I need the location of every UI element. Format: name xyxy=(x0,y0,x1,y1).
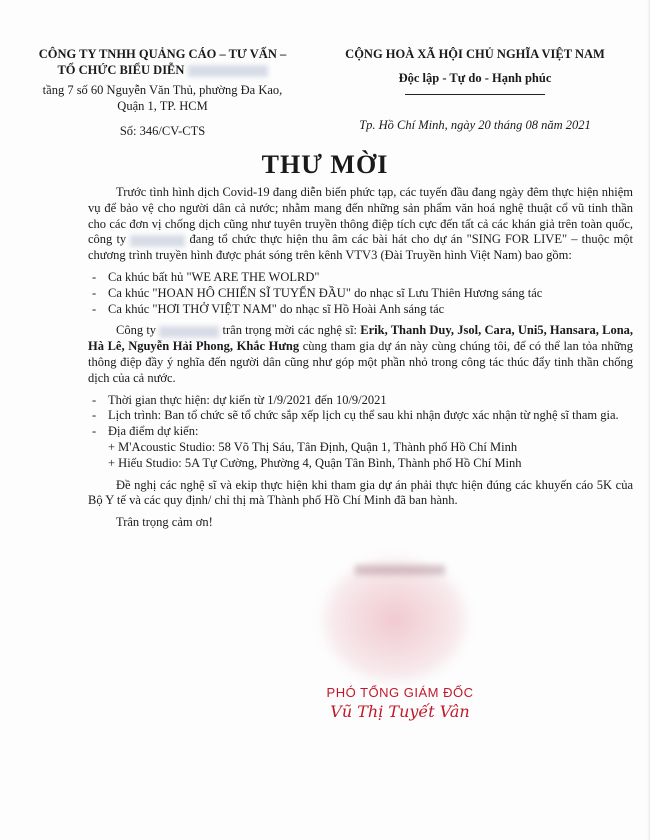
redacted-company-name xyxy=(130,235,185,247)
seal-text-blurred xyxy=(355,565,445,575)
detail-schedule: - Lịch trình: Ban tổ chức sẽ tổ chức sắp xếp lịch cụ thể sau khi nhận được xác nhận từ nghệ sĩ tham gia. xyxy=(88,408,633,424)
redacted-company-name xyxy=(188,65,268,77)
location-item: + Hiếu Studio: 5A Tự Cường, Phường 4, Quận Tân Bình, Thành phố Hồ Chí Minh xyxy=(108,455,522,470)
national-header xyxy=(310,46,640,133)
signer-title: PHÓ TỔNG GIÁM ĐỐC xyxy=(326,685,474,700)
motto-underline xyxy=(405,94,545,95)
company-header xyxy=(20,46,305,139)
song-list xyxy=(88,270,633,317)
request-paragraph: Đề nghị các nghệ sĩ và ekip thực hiện khi tham gia dự án phải thực hiện đúng các khuyến cáo 5K của Bộ Y tế và các quy định/ chỉ thị mà Thành phố Hồ Chí Minh đã ban hành. xyxy=(88,477,633,508)
letter-body xyxy=(88,185,633,531)
list-item: - Ca khúc bất hủ "WE ARE THE WOLRD" xyxy=(88,270,633,286)
company-name-line1: CÔNG TY TNHH QUẢNG CÁO – TƯ VẤN – xyxy=(38,47,287,61)
nation-name: CỘNG HOÀ XÃ HỘI CHỦ NGHĨA VIỆT NAM xyxy=(345,47,605,61)
place-and-date: Tp. Hồ Chí Minh, ngày 20 tháng 08 năm 2021 xyxy=(359,118,591,132)
company-address-line1: tầng 7 số 60 Nguyễn Văn Thủ, phường Đa Kao, xyxy=(42,83,283,97)
letter-title: THƯ MỜI xyxy=(261,150,389,179)
closing-line: Trân trọng cảm ơn! xyxy=(116,515,213,530)
detail-location: - Địa điểm dự kiến: + M'Acoustic Studio: 58 Võ Thị Sáu, Tân Định, Quận 1, Thành phố Hồ Chí Minh + Hiếu Studio: 5A Tự Cường, Phường 4, Quận Tân Bình, Thành phố Hồ Chí Minh xyxy=(88,424,633,471)
invitation-paragraph: Công ty trân trọng mời các nghệ sĩ: Erik, Thanh Duy, Jsol, Cara, Uni5, Hansara, Lona, Hà Lê, Nguyễn Hải Phong, Khắc Hưng cùng tham gia dự án này cùng chúng tôi, để có thể lan tỏa những thông điệp đầy ý nghĩa đến người dân cũng như góp một phần nhỏ trong công tác thúc đẩy tinh thần chống dịch của cả nước. xyxy=(88,323,634,385)
intro-paragraph: Trước tình hình dịch Covid-19 đang diễn biến phức tạp, các tuyến đầu đang ngày đêm thực hiện nhiệm vụ để bảo vệ cho người dân cả nước; nhằm mang đến những sản phẩm văn hoá nghệ thuật cổ vũ tinh thần cho các đơn vị chống dịch cũng như tuyên truyền thông điệp tích cực đến tất cả các khán giả trên toàn quốc, công ty đang tổ chức thực hiện thu âm các bài hát cho dự án "SING FOR LIVE" – thuộc một chương trình truyền hình được phát sóng trên kênh VTV3 (Đài Truyền hình Việt Nam) bao gồm: xyxy=(88,185,634,263)
company-name-line2: TỔ CHỨC BIỂU DIỄN xyxy=(20,62,305,78)
detail-time: - Thời gian thực hiện: dự kiến từ 1/9/2021 đến 10/9/2021 xyxy=(88,393,633,409)
project-details xyxy=(88,393,633,472)
document-number: Số: 346/CV-CTS xyxy=(119,124,206,138)
artist-names: Erik, Thanh Duy, Jsol, Cara, Uni5, Hansara, Lona, Hà Lê, Nguyễn Hải Phong, Khắc Hưng xyxy=(88,323,634,354)
signer-name: Vũ Thị Tuyết Vân xyxy=(330,702,470,721)
location-item: + M'Acoustic Studio: 58 Võ Thị Sáu, Tân Định, Quận 1, Thành phố Hồ Chí Minh xyxy=(108,439,518,454)
list-item: - Ca khúc "HOAN HÔ CHIẾN SĨ TUYẾN ĐẦU" do nhạc sĩ Lưu Thiên Hương sáng tác xyxy=(88,286,633,302)
redacted-company-name xyxy=(159,326,219,338)
company-address-line2: Quận 1, TP. HCM xyxy=(117,99,208,113)
list-item: - Ca khúc "HƠI THỞ VIỆT NAM" do nhạc sĩ Hồ Hoài Anh sáng tác xyxy=(88,302,633,318)
national-motto: Độc lập - Tự do - Hạnh phúc xyxy=(398,71,552,85)
